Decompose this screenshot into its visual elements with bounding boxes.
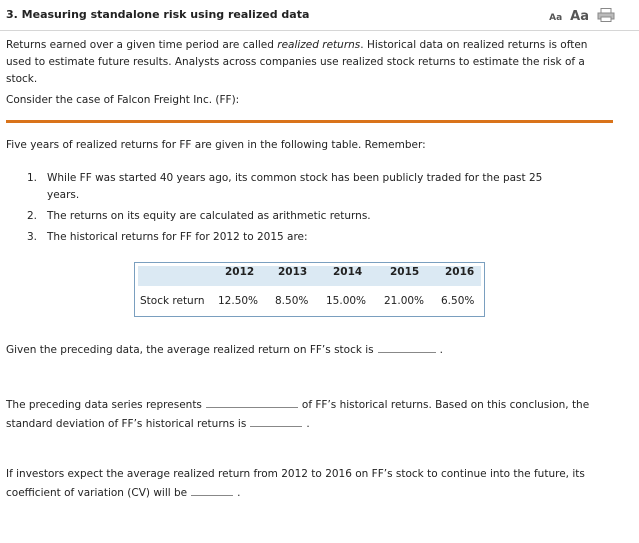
- print-icon[interactable]: [597, 8, 615, 22]
- q1-period: .: [439, 344, 443, 356]
- table-header-row: [138, 266, 481, 286]
- q2-text-pre: The preceding data series represents: [6, 399, 202, 411]
- cv-dropdown[interactable]: [191, 483, 233, 496]
- return-value-2014: 15.00%: [326, 295, 367, 307]
- header-tools: [549, 6, 615, 24]
- year-header-2013: 2013: [278, 266, 308, 278]
- row-label: Stock return: [140, 295, 205, 307]
- q3-period: .: [237, 487, 241, 499]
- list-number: 2.: [27, 210, 38, 222]
- question-header: [0, 0, 639, 31]
- list-number: 1.: [27, 172, 38, 184]
- list-text: The returns on its equity are calculated as arithmetic returns.: [47, 210, 371, 222]
- year-header-2014: 2014: [333, 266, 363, 278]
- intro-text-emphasis: realized returns: [277, 39, 361, 51]
- question-cv: [6, 466, 616, 502]
- year-header-2015: 2015: [390, 266, 420, 278]
- section-divider: [6, 120, 613, 123]
- list-item: [27, 229, 567, 246]
- return-value-2012: 12.50%: [218, 295, 259, 307]
- font-decrease-button[interactable]: Aa: [549, 13, 563, 23]
- list-text: While FF was started 40 years ago, its common stock has been publicly traded for the past 25 years.: [47, 172, 543, 201]
- list-item: [27, 170, 567, 204]
- font-increase-button[interactable]: Aa: [570, 9, 589, 24]
- consider-paragraph: Consider the case of Falcon Freight Inc. (FF):: [6, 94, 240, 106]
- data-series-type-dropdown[interactable]: [206, 395, 298, 408]
- question-average-return: [6, 340, 616, 359]
- return-value-2015: 21.00%: [384, 295, 425, 307]
- q1-text: Given the preceding data, the average realized return on FF’s stock is: [6, 344, 374, 356]
- return-value-2016: 6.50%: [441, 295, 475, 307]
- average-return-dropdown[interactable]: [378, 340, 436, 353]
- list-item: [27, 208, 567, 225]
- q3-text: If investors expect the average realized return from 2012 to 2016 on FF’s stock to continue into the future, its coefficient of variation (CV) will be: [6, 468, 585, 499]
- list-text: The historical returns for FF for 2012 to 2015 are:: [47, 231, 308, 243]
- intro-text-post: . Historical data on realized returns is often used to estimate future results. Analysts across companies use realized stock returns to estimate the risk of a stock.: [6, 39, 588, 85]
- table-intro-paragraph: Five years of realized returns for FF are given in the following table. Remember:: [6, 139, 426, 151]
- intro-text-pre: Returns earned over a given time period are called: [6, 39, 278, 51]
- year-header-2016: 2016: [445, 266, 475, 278]
- question-std-deviation: [6, 395, 616, 433]
- question-title: 3. Measuring standalone risk using realized data: [6, 8, 310, 21]
- return-value-2013: 8.50%: [275, 295, 309, 307]
- year-header-2012: 2012: [225, 266, 255, 278]
- list-number: 3.: [27, 231, 38, 243]
- q2-text-mid: of FF’s historical returns. Based on this conclusion, the standard deviation of FF’s historical returns is: [6, 399, 590, 430]
- returns-table: [134, 262, 485, 317]
- std-deviation-dropdown[interactable]: [250, 414, 302, 427]
- intro-paragraph: [6, 37, 616, 88]
- remember-list: [27, 170, 567, 250]
- q2-period: .: [306, 418, 310, 430]
